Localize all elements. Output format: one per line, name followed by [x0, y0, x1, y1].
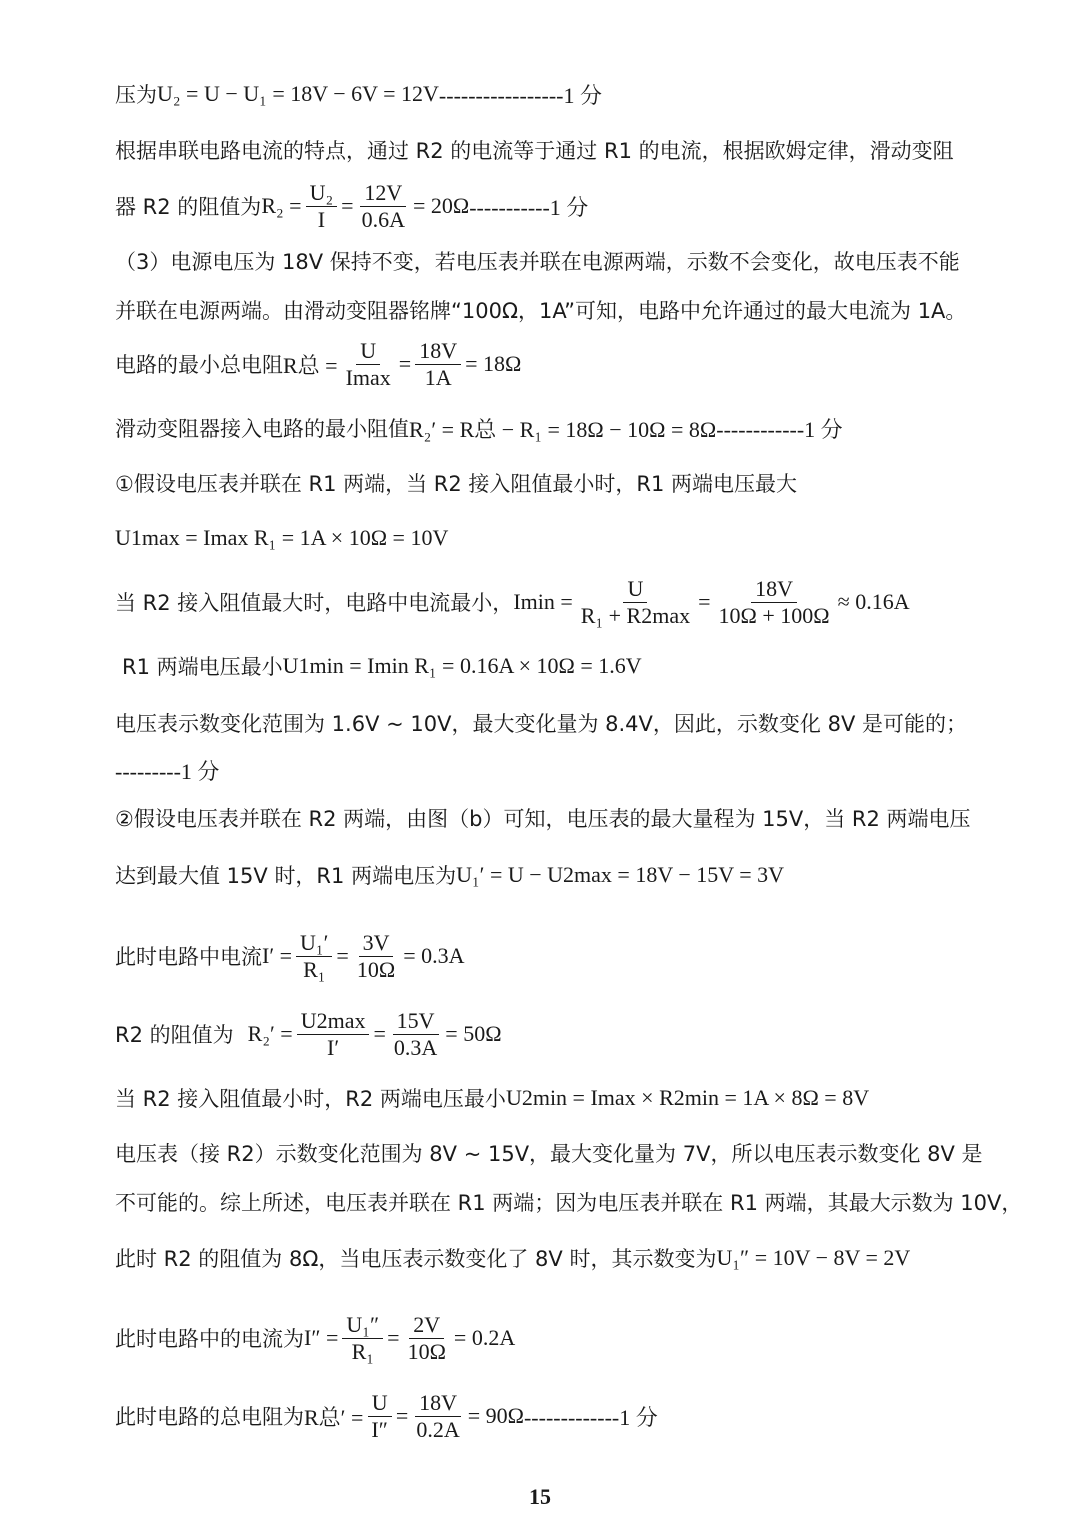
equation-lhs: I′ =	[262, 943, 293, 968]
fraction	[715, 577, 834, 628]
equation-lhs: R₂′ =	[247, 1021, 293, 1046]
equation-rhs: = 50Ω	[445, 1021, 502, 1046]
line-20	[115, 1182, 1022, 1222]
text: 电压表（接 R2）示数变化范围为 8V ~ 15V，最大变化量为 7V，所以电压表示数变化 8V 是	[115, 1142, 983, 1166]
text: R2 的阻值为	[115, 1023, 234, 1047]
text: 根据串联电路电流的特点，通过 R2 的电流等于通过 R1 的电流，根据欧姆定律，滑动变阻	[115, 139, 954, 163]
fraction	[342, 1313, 383, 1364]
text: 电压表示数变化范围为 1.6V ~ 10V，最大变化量为 8.4V，因此，示数变化 8V 是可能的；	[115, 712, 967, 736]
fraction	[404, 1313, 450, 1364]
line-16: 此时电路中电流 I′ = $\frac{\text{U₁′}}{\text{R₁}}$ = $\frac{3V}{10\Omega}$ = 0.3A	[115, 929, 465, 982]
line-9	[115, 518, 448, 558]
equation-rhs: = 90Ω	[467, 1403, 524, 1428]
equation: R₂′ = R总 − R₁ = 18Ω − 10Ω = 8Ω	[409, 416, 717, 442]
numerator: 3V	[359, 931, 394, 957]
denominator: I	[317, 206, 326, 232]
denominator: 0.3A	[393, 1034, 438, 1060]
equation-lhs: R₂ =	[261, 193, 302, 218]
numerator: U₁″	[342, 1313, 383, 1339]
text: 此时电路的总电阻为	[115, 1405, 304, 1429]
equation: U₁′ = U − U2max = 18V − 15V = 3V	[456, 862, 785, 887]
equation: U2min = Imax × R2min = 1A × 8Ω = 8V	[505, 1085, 870, 1110]
equation-lhs: R总′ =	[304, 1404, 364, 1430]
numerator: 18V	[751, 577, 797, 603]
line-23: 此时电路的总电阻为 R总′ = $\frac{U}{I''}$ = $\frac{18V}{0.2A}$ = 90Ω -------------1 分	[115, 1389, 658, 1442]
line-17: R2 的阻值为 R₂′ = $\frac{U2\max}{I'}$ = $\frac{15V}{0.3A}$ = 50Ω	[115, 1007, 502, 1060]
fraction	[353, 931, 399, 982]
line-2	[115, 130, 954, 170]
text: 当 R2 接入阻值最小时，R2 两端电压最小	[115, 1087, 506, 1111]
denominator: R₁	[303, 956, 326, 982]
line-22: 此时电路中的电流为 I″ = $\frac{\text{U₁″}}{\text{R₁}}$ = $\frac{2V}{10\Omega}$ = 0.2A	[115, 1311, 516, 1364]
line-18	[115, 1078, 869, 1118]
numerator: U₂	[306, 181, 338, 207]
fraction	[390, 1009, 441, 1060]
text: 当 R2 接入阻值最大时，电路中电流最小，	[115, 591, 514, 615]
line-11	[122, 646, 642, 686]
line-8	[115, 463, 797, 503]
equation-lhs: Imin =	[513, 589, 573, 614]
denominator: 10Ω	[407, 1338, 446, 1364]
numerator: 18V	[415, 1391, 461, 1417]
denominator: Imax	[345, 364, 391, 390]
numerator: U	[368, 1391, 392, 1417]
line-12	[115, 703, 967, 743]
numerator: U	[623, 577, 647, 603]
denominator: R₁	[351, 1338, 374, 1364]
text: 压为	[115, 83, 157, 107]
text: （3）电源电压为 18V 保持不变，若电压表并联在电源两端，示数不会变化，故电压表不能	[115, 250, 960, 274]
text: 并联在电源两端。由滑动变阻器铭牌“100Ω，1A”可知，电路中允许通过的最大电流为 1A。	[115, 299, 967, 323]
line-10: 当 R2 接入阻值最大时，电路中电流最小， Imin = $\frac{U}{\text{R₁ + R2max}}$ = $\frac{18V}{10\Omega + 100\Omega}$ ≈ 0.16A	[115, 575, 910, 628]
score-mark: -----------1 分	[469, 194, 589, 220]
text: 器 R2 的阻值为	[115, 195, 262, 219]
equation: U₁″ = 10V − 8V = 2V	[716, 1245, 911, 1270]
numerator: 15V	[393, 1009, 439, 1035]
fraction	[297, 1009, 370, 1060]
text: 此时 R2 的阻值为 8Ω，当电压表示数变化了 8V 时，其示数变为	[115, 1247, 717, 1271]
fraction	[412, 1391, 463, 1442]
fraction	[577, 577, 694, 628]
text: 不可能的。综上所述，电压表并联在 R1 两端；因为电压表并联在 R1 两端，其最大示数为 10V，	[115, 1191, 1023, 1215]
numerator: U2max	[297, 1009, 370, 1035]
text: 此时电路中的电流为	[115, 1327, 304, 1351]
denominator: 10Ω + 100Ω	[718, 602, 830, 628]
equation-lhs: I″ =	[304, 1325, 339, 1350]
denominator: 0.2A	[416, 1416, 460, 1442]
text: ②假设电压表并联在 R2 两端，由图（b）可知，电压表的最大量程为 15V，当 R2 两端电压	[115, 807, 971, 831]
equation: U₂ = U − U₁ = 18V − 6V = 12V	[157, 81, 439, 106]
score-mark: ------------1 分	[716, 416, 843, 442]
fraction	[342, 339, 395, 390]
equation: U1max = Imax R₁ = 1A × 10Ω = 10V	[115, 525, 449, 550]
denominator: 0.6A	[361, 206, 405, 232]
numerator: 2V	[409, 1313, 444, 1339]
denominator: R₁ + R2max	[580, 602, 691, 628]
line-4	[115, 241, 960, 281]
fraction	[415, 339, 461, 390]
line-14	[115, 798, 971, 838]
line-21	[115, 1238, 910, 1278]
score-mark: -------------1 分	[523, 1404, 658, 1430]
numerator: 18V	[415, 339, 461, 365]
score-mark: ---------1 分	[115, 758, 220, 784]
numerator: U	[356, 339, 380, 365]
denominator: 1A	[424, 364, 452, 390]
equation-lhs: R总 =	[283, 352, 338, 378]
equation: U1min = Imin R₁ = 0.16A × 10Ω = 1.6V	[282, 653, 642, 678]
numerator: U₁′	[296, 931, 332, 957]
text: 达到最大值 15V 时，R1 两端电压为	[115, 864, 457, 888]
denominator: I′	[327, 1034, 340, 1060]
text: ①假设电压表并联在 R1 两端，当 R2 接入阻值最小时，R1 两端电压最大	[115, 472, 798, 496]
denominator: I″	[371, 1416, 388, 1442]
equation-rhs: ≈ 0.16A	[837, 589, 910, 614]
fraction	[367, 1391, 392, 1442]
line-1	[115, 74, 602, 114]
line-19	[115, 1133, 983, 1173]
text: R1 两端电压最小	[122, 655, 283, 679]
equation-rhs: = 0.2A	[453, 1325, 516, 1350]
text: 电路的最小总电阻	[115, 353, 283, 377]
line-7	[115, 408, 843, 448]
line-3: 器 R2 的阻值为 R₂ = $\frac{\text{U₂}}{I}$ = $\frac{12V}{0.6A}$ = 20Ω -----------1 分	[115, 179, 589, 232]
text: 滑动变阻器接入电路的最小阻值	[115, 417, 409, 441]
fraction	[296, 931, 332, 982]
text: 此时电路中电流	[115, 945, 262, 969]
equation-rhs: = 0.3A	[403, 943, 465, 968]
line-13	[115, 750, 219, 790]
line-15	[115, 855, 784, 895]
score-mark: -----------------1 分	[438, 82, 602, 108]
line-5	[115, 290, 966, 330]
denominator: 10Ω	[356, 956, 396, 982]
numerator: 12V	[360, 181, 406, 207]
fraction	[306, 181, 338, 232]
equation-rhs: = 20Ω	[412, 193, 470, 218]
line-6: 电路的最小总电阻 R总 = $\frac{U}{Imax}$ = $\frac{18V}{1A}$ = 18Ω	[115, 337, 522, 390]
equation-rhs: = 18Ω	[465, 351, 522, 376]
fraction	[358, 181, 409, 232]
page-number: 15	[529, 1484, 551, 1509]
